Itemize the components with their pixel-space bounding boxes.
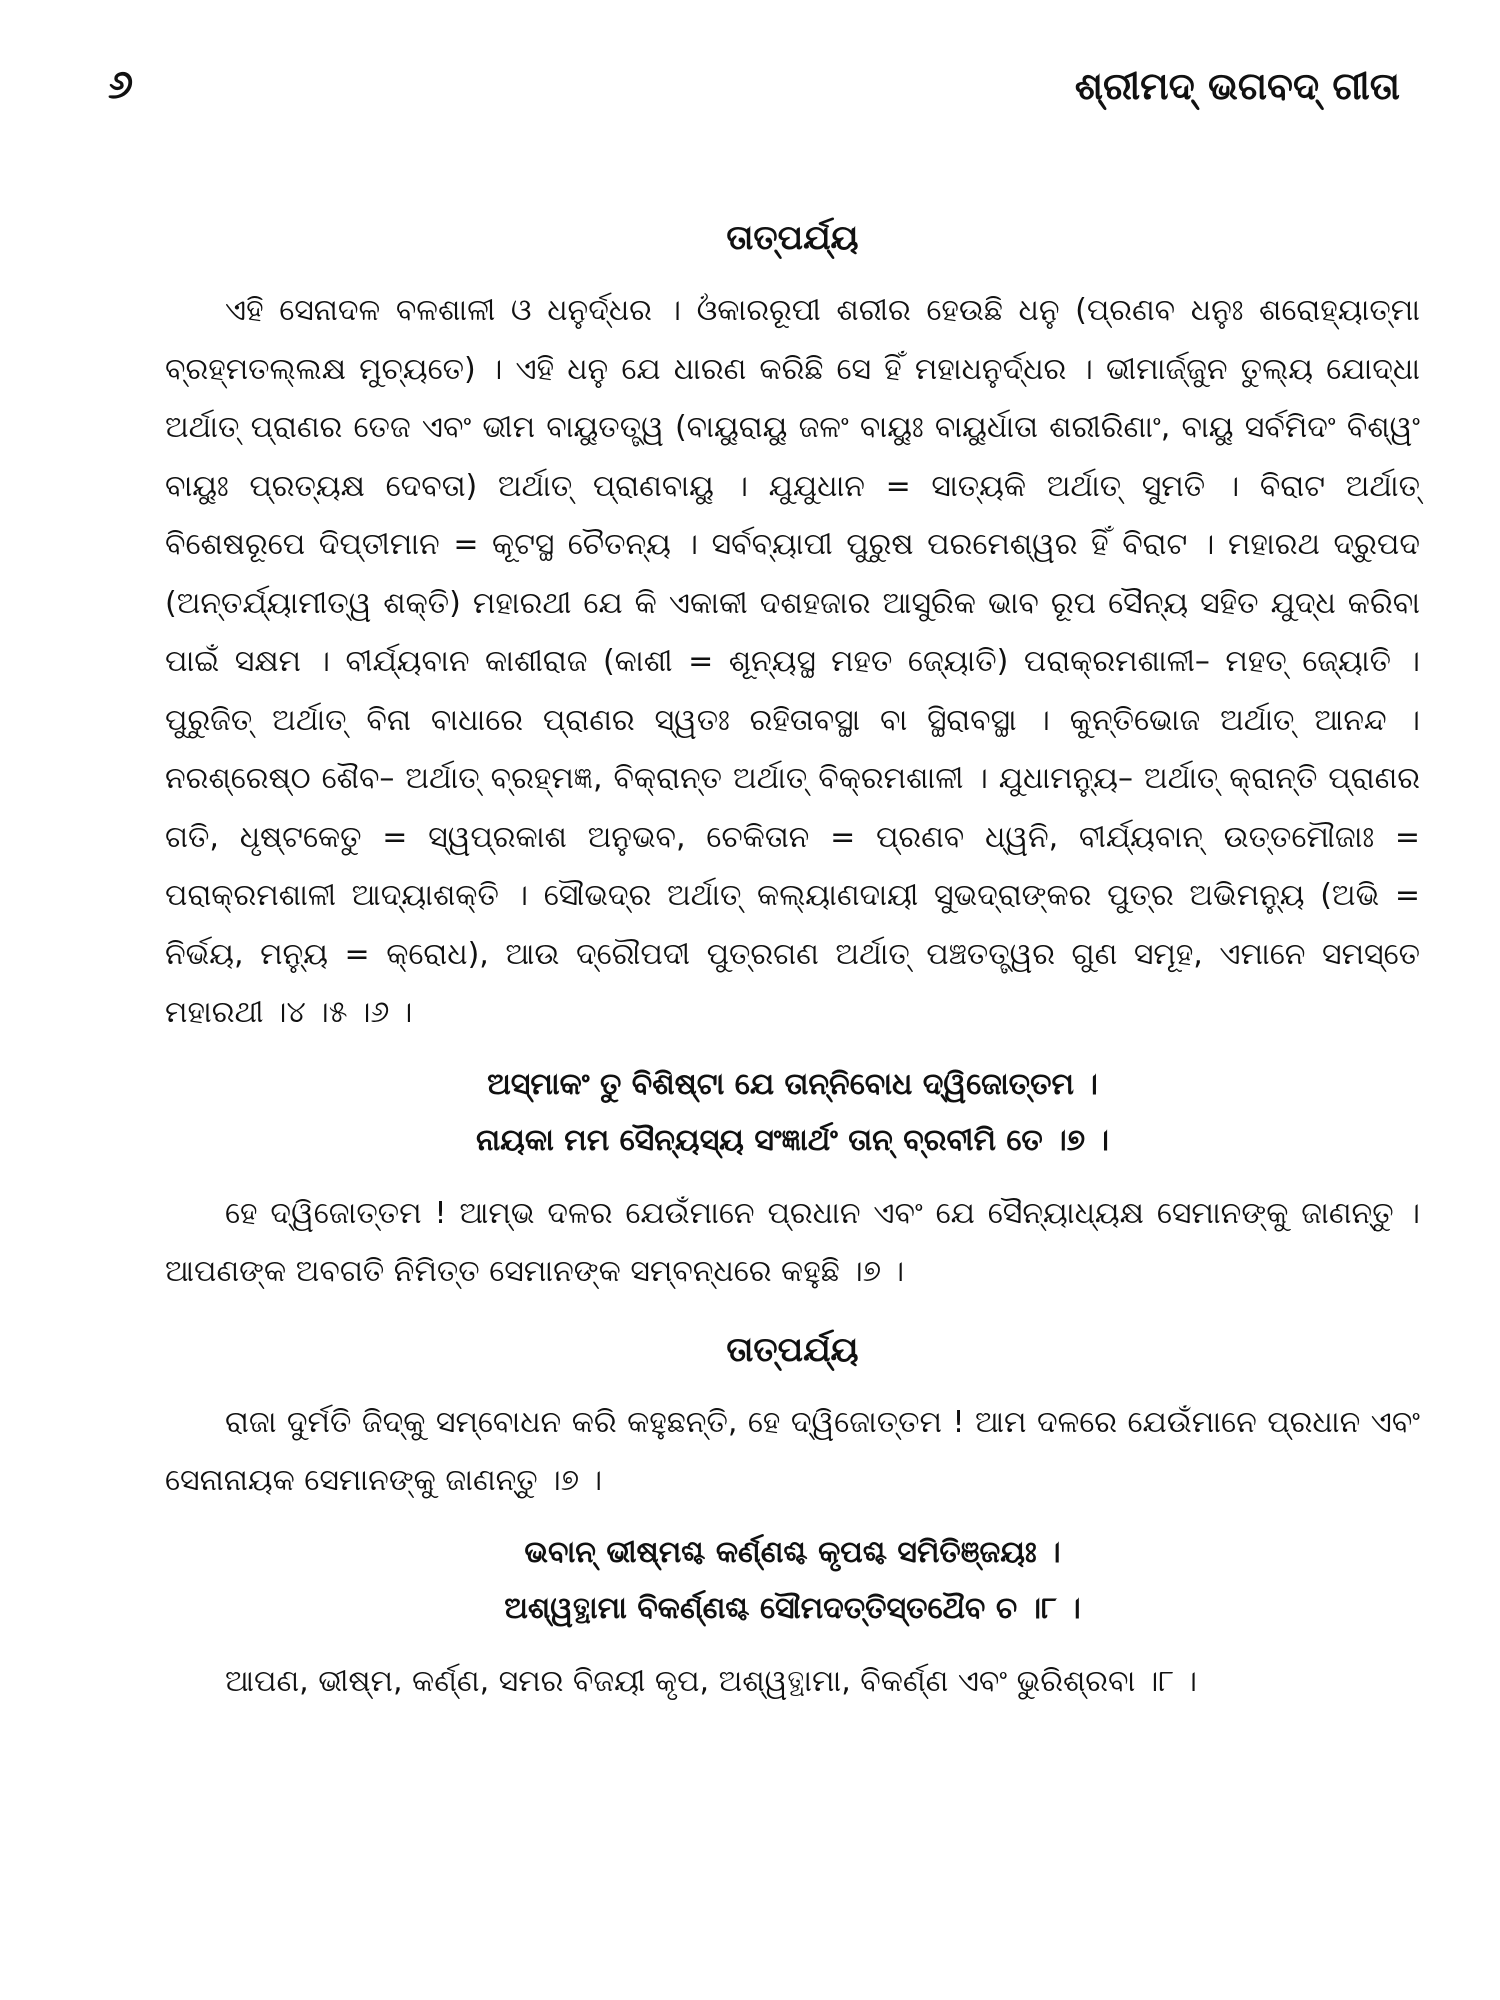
- page-body: [165, 190, 1420, 1711]
- verse-7: [165, 1057, 1420, 1169]
- verse-7-line-2: ନାୟକା ମମ ସୈନ୍ୟସ୍ୟ ସଂଜ୍ଞାର୍ଥଂ ତାନ୍ ବ୍ରବୀମି ତେ ।୭ ।: [475, 1122, 1110, 1158]
- verse-8-line-1: ଭବାନ୍ ଭୀଷ୍ମଶ୍ଚ କର୍ଣ୍ଣଶ୍ଚ କୃପଶ୍ଚ ସମିତିଞ୍ଜୟଃ ।: [524, 1534, 1061, 1570]
- translation-paragraph-7: ହେ ଦ୍ୱିଜୋତ୍ତମ ! ଆମ୍ଭ ଦଳର ଯେଉଁମାନେ ପ୍ରଧାନ ଏବଂ ଯେ ସୈନ୍ୟାଧ୍ୟକ୍ଷ ସେମାନଙ୍କୁ ଜାଣନ୍ତୁ । ଆପଣଙ୍କ ଅବଗତି ନିମିତ୍ତ ସେମାନଙ୍କ ସମ୍ବନ୍ଧରେ କହୁଛି ।୭ ।: [165, 1195, 1420, 1289]
- page-number: ୬: [108, 62, 134, 108]
- running-title: ଶ୍ରୀମଦ୍ ଭଗବଦ୍ ଗୀତା: [1074, 64, 1400, 108]
- verse-8: [165, 1525, 1420, 1637]
- commentary-paragraph-1: ଏହି ସେନାଦଳ ବଳଶାଳୀ ଓ ଧନୁର୍ଦ୍ଧର । ଓଁକାରରୂପୀ ଶରୀର ହେଉଛି ଧନୁ (ପ୍ରଣବ ଧନୁଃ ଶରୋହ୍ୟାତ୍ମା ବ୍ରହ୍ମତଲ୍ଲକ୍ଷ ମୁଚ୍ୟତେ) । ଏହି ଧନୁ ଯେ ଧାରଣ କରିଛି ସେ ହିଁ ମହାଧନୁର୍ଦ୍ଧର । ଭୀମାର୍ଜ୍ଜୁନ ତୁଲ୍ୟ ଯୋଦ୍ଧା ଅର୍ଥାତ୍ ପ୍ରାଣର ତେଜ ଏବଂ ଭୀମ ବାୟୁତତ୍ତ୍ୱ (ବାୟୁରାୟୁ ଜଳଂ ବାୟୁଃ ବାୟୁର୍ଧାତା ଶରୀରିଣାଂ, ବାୟୁ ସର୍ବମିଦଂ ବିଶ୍ୱଂ ବାୟୁଃ ପ୍ରତ୍ୟକ୍ଷ ଦେବତା) ଅର୍ଥାତ୍ ପ୍ରାଣବାୟୁ । ଯୁଯୁଧାନ = ସାତ୍ୟକି ଅର୍ଥାତ୍ ସୁମତି । ବିରାଟ ଅର୍ଥାତ୍ ବିଶେଷରୂପେ ଦିପ୍ତୀମାନ = କୂଟସ୍ଥ ଚୈତନ୍ୟ । ସର୍ବବ୍ୟାପୀ ପୁରୁଷ ପରମେଶ୍ୱର ହିଁ ବିରାଟ । ମହାରଥ ଦ୍ରୁପଦ (ଅନ୍ତର୍ଯ୍ୟାମୀତ୍ୱ ଶକ୍ତି) ମହାରଥୀ ଯେ କି ଏକାକୀ ଦଶହଜାର ଆସୁରିକ ଭାବ ରୂପ ସୈନ୍ୟ ସହିତ ଯୁଦ୍ଧ କରିବା ପାଇଁ ସକ୍ଷମ । ବୀର୍ଯ୍ୟବାନ କାଶୀରାଜ (କାଶୀ = ଶୂନ୍ୟସ୍ଥ ମହତ ଜ୍ୟୋତି) ପରାକ୍ରମଶାଳୀ– ମହତ୍ ଜ୍ୟୋତି । ପୁରୁଜିତ୍ ଅର୍ଥାତ୍ ବିନା ବାଧାରେ ପ୍ରାଣର ସ୍ୱତଃ ରହିତାବସ୍ଥା ବା ସ୍ଥିରାବସ୍ଥା । କୁନ୍ତିଭୋଜ ଅର୍ଥାତ୍ ଆନନ୍ଦ । ନରଶ୍ରେଷ୍ଠ ଶୈବ– ଅର୍ଥାତ୍ ବ୍ରହ୍ମଜ୍ଞ, ବିକ୍ରାନ୍ତ ଅର୍ଥାତ୍ ବିକ୍ରମଶାଳୀ । ଯୁଧାମନ୍ୟୁ– ଅର୍ଥାତ୍ କ୍ରାନ୍ତି ପ୍ରାଣର ଗତି, ଧୃଷ୍ଟକେତୁ = ସ୍ୱପ୍ରକାଶ ଅନୁଭବ, ଚେକିତାନ = ପ୍ରଣବ ଧ୍ୱନି, ବୀର୍ଯ୍ୟବାନ୍ ଉତ୍ତମୌଜାଃ = ପରାକ୍ରମଶାଳୀ ଆଦ୍ୟାଶକ୍ତି । ସୌଭଦ୍ର ଅର୍ଥାତ୍ କଲ୍ୟାଣଦାୟୀ ସୁଭଦ୍ରାଙ୍କର ପୁତ୍ର ଅଭିମନ୍ୟୁ (ଅଭି = ନିର୍ଭୟ, ମନ୍ୟୁ = କ୍ରୋଧ), ଆଉ ଦ୍ରୌପଦୀ ପୁତ୍ରଗଣ ଅର୍ଥାତ୍ ପଞ୍ଚତତ୍ତ୍ୱର ଗୁଣ ସମୂହ, ଏମାନେ ସମସ୍ତେ ମହାରଥୀ ।୪ ।୫ ।୬ ।: [165, 293, 1420, 1030]
- commentary-paragraph-2: ରାଜା ଦୁର୍ମତି ଜିଦ୍‌କୁ ସମ୍ବୋଧନ କରି କହୁଛନ୍ତି, ହେ ଦ୍ୱିଜୋତ୍ତମ ! ଆମ ଦଳରେ ଯେଉଁମାନେ ପ୍ରଧାନ ଏବଂ ସେନାନାୟକ ସେମାନଙ୍କୁ ଜାଣନ୍ତୁ ।୭ ।: [165, 1404, 1420, 1498]
- section-heading-tatparya-2: ତାତ୍ପର୍ଯ୍ୟ: [726, 1329, 859, 1370]
- translation-paragraph-8: ଆପଣ, ଭୀଷ୍ମ, କର୍ଣ୍ଣ, ସମର ବିଜୟୀ କୃପ, ଅଶ୍ୱତ୍ଥାମା, ବିକର୍ଣ୍ଣ ଏବଂ ଭୁରିଶ୍ରବା ।୮ ।: [225, 1663, 1198, 1699]
- section-heading-tatparya-1: ତାତ୍ପର୍ଯ୍ୟ: [726, 218, 859, 258]
- verse-8-line-2: ଅଶ୍ୱତ୍ଥାମା ବିକର୍ଣ୍ଣଶ୍ଚ ସୌମଦତ୍ତିସ୍ତଥୈବ ଚ ।୮ ।: [504, 1590, 1081, 1626]
- verse-7-line-1: ଅସ୍ମାକଂ ତୁ ବିଶିଷ୍ଟା ଯେ ତାନ୍ନିବୋଧ ଦ୍ୱିଜୋତ୍ତମ ।: [487, 1066, 1098, 1102]
